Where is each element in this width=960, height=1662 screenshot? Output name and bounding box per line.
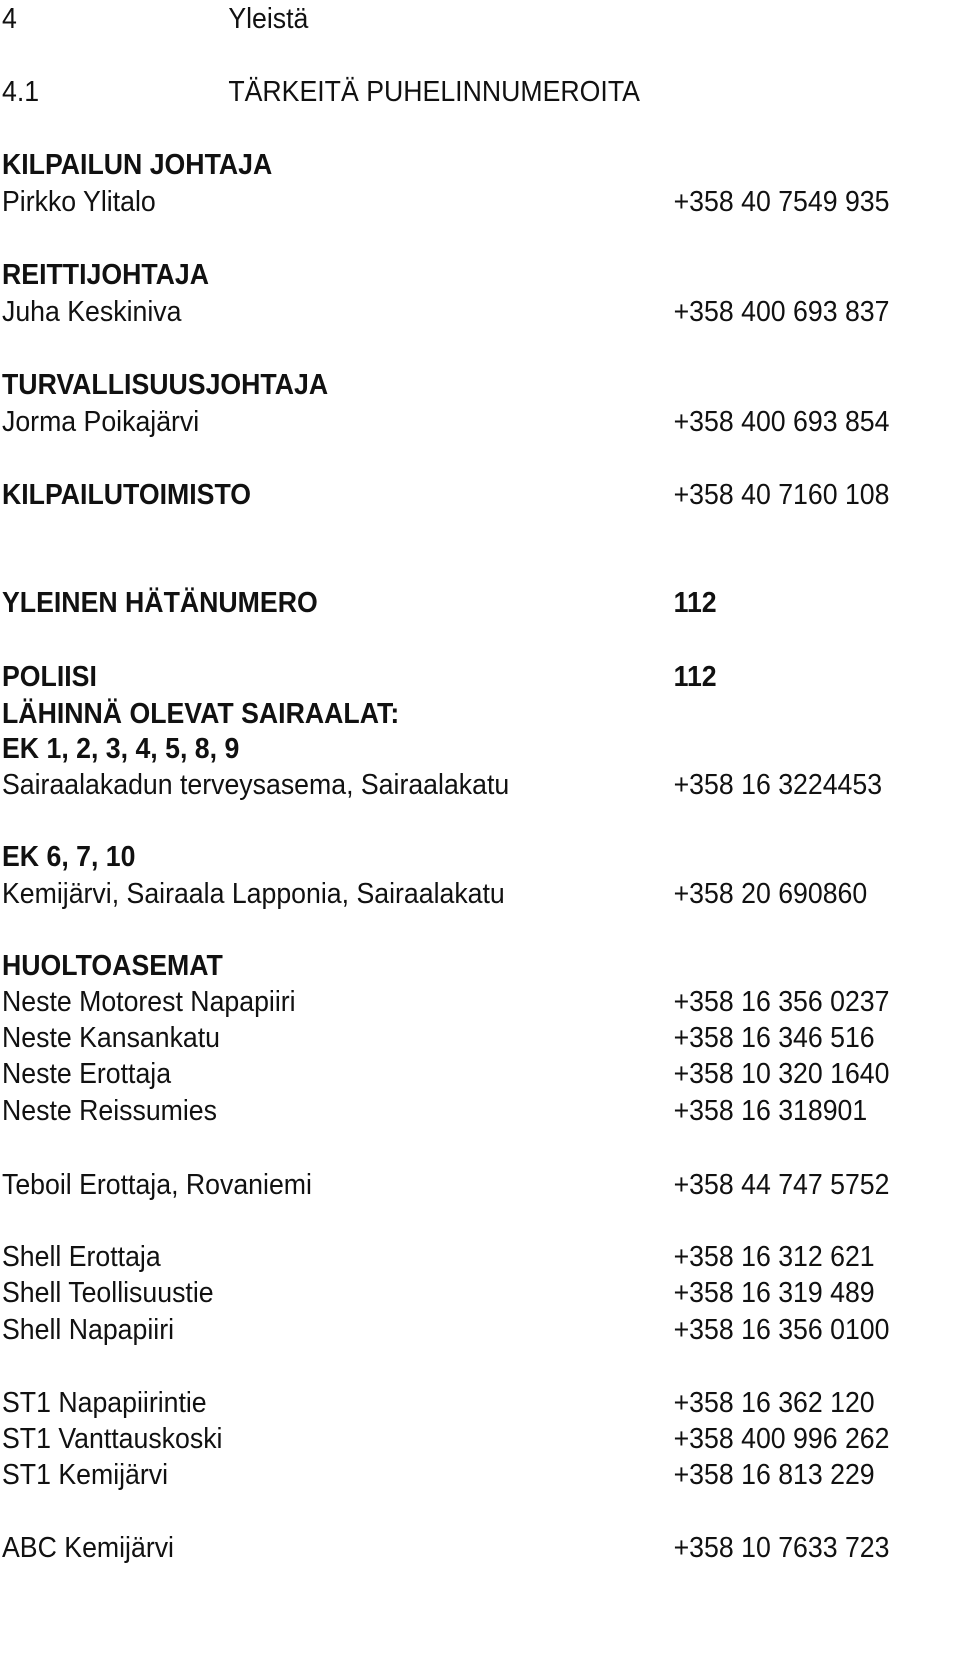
station-row — [2, 1055, 890, 1093]
station-phone: +358 400 996 262 — [673, 1423, 890, 1455]
contact-name: Juha Keskiniva — [2, 296, 182, 328]
contact-phone: +358 400 693 837 — [673, 296, 890, 328]
station-row — [2, 1311, 890, 1349]
hospital-ek: EK 6, 7, 10 — [2, 841, 136, 873]
police-row — [2, 658, 876, 696]
emergency-number: 112 — [673, 587, 717, 619]
contact-phone: +358 40 7549 935 — [673, 186, 890, 218]
station-row — [2, 1529, 890, 1567]
office-row — [2, 476, 890, 514]
station-phone: +358 10 320 1640 — [673, 1058, 890, 1090]
station-name: Teboil Erottaja, Rovaniemi — [2, 1169, 312, 1201]
station-row — [2, 1166, 890, 1204]
station-name: Neste Reissumies — [2, 1095, 217, 1127]
office-label: KILPAILUTOIMISTO — [2, 479, 252, 511]
hospital-phone: +358 16 3224453 — [673, 769, 883, 801]
hospital-ek: EK 1, 2, 3, 4, 5, 8, 9 — [2, 733, 240, 765]
contact-phone: +358 400 693 854 — [673, 406, 890, 438]
station-name: Neste Erottaja — [2, 1058, 172, 1090]
station-phone: +358 44 747 5752 — [673, 1169, 890, 1201]
stations-heading: HUOLTOASEMAT — [2, 950, 223, 982]
emergency-label: YLEINEN HÄTÄNUMERO — [2, 587, 318, 619]
chapter-heading — [2, 0, 876, 38]
hospital-name: Sairaalakadun terveysasema, Sairaalakatu — [2, 769, 510, 801]
contact-role: KILPAILUN JOHTAJA — [2, 149, 273, 181]
station-name: Neste Motorest Napapiiri — [2, 986, 296, 1018]
station-row — [2, 983, 890, 1021]
station-phone: +358 16 318901 — [673, 1095, 868, 1127]
section-title: TÄRKEITÄ PUHELINNUMEROITA — [228, 76, 640, 108]
chapter-title: Yleistä — [228, 3, 309, 35]
contact-row — [2, 293, 890, 331]
station-name: ST1 Napapiirintie — [2, 1387, 207, 1419]
contact-role: TURVALLISUUSJOHTAJA — [2, 369, 329, 401]
station-row — [2, 1274, 876, 1312]
station-name: Shell Napapiiri — [2, 1314, 175, 1346]
station-phone: +358 16 813 229 — [673, 1459, 875, 1491]
office-phone: +358 40 7160 108 — [673, 479, 890, 511]
section-number: 4.1 — [2, 76, 40, 108]
hospitals-heading: LÄHINNÄ OLEVAT SAIRAALAT: — [2, 698, 400, 730]
station-name: Shell Erottaja — [2, 1241, 161, 1273]
station-phone: +358 16 362 120 — [673, 1387, 875, 1419]
station-row — [2, 1420, 890, 1458]
section-heading — [2, 73, 876, 111]
hospital-row — [2, 766, 883, 804]
hospital-name: Kemijärvi, Sairaala Lapponia, Sairaalakatu — [2, 878, 505, 910]
station-row — [2, 1384, 876, 1422]
contact-name: Pirkko Ylitalo — [2, 186, 156, 218]
chapter-number: 4 — [2, 3, 17, 35]
hospital-phone: +358 20 690860 — [673, 878, 868, 910]
station-name: Shell Teollisuustie — [2, 1277, 214, 1309]
station-row — [2, 1019, 876, 1057]
station-phone: +358 16 356 0237 — [673, 986, 890, 1018]
station-name: ST1 Kemijärvi — [2, 1459, 169, 1491]
contact-row — [2, 403, 890, 441]
police-label: POLIISI — [2, 661, 97, 693]
contact-name: Jorma Poikajärvi — [2, 406, 200, 438]
police-number: 112 — [673, 661, 717, 693]
station-phone: +358 16 319 489 — [673, 1277, 875, 1309]
emergency-row — [2, 584, 876, 622]
station-name: Neste Kansankatu — [2, 1022, 221, 1054]
station-row — [2, 1238, 876, 1276]
station-name: ST1 Vanttauskoski — [2, 1423, 223, 1455]
station-phone: +358 10 7633 723 — [673, 1532, 890, 1564]
station-row — [2, 1092, 876, 1130]
hospital-row — [2, 875, 876, 913]
contact-row — [2, 183, 890, 221]
station-phone: +358 16 346 516 — [673, 1022, 875, 1054]
contact-role: REITTIJOHTAJA — [2, 259, 210, 291]
station-phone: +358 16 312 621 — [673, 1241, 875, 1273]
station-phone: +358 16 356 0100 — [673, 1314, 890, 1346]
station-row — [2, 1456, 876, 1494]
station-name: ABC Kemijärvi — [2, 1532, 174, 1564]
